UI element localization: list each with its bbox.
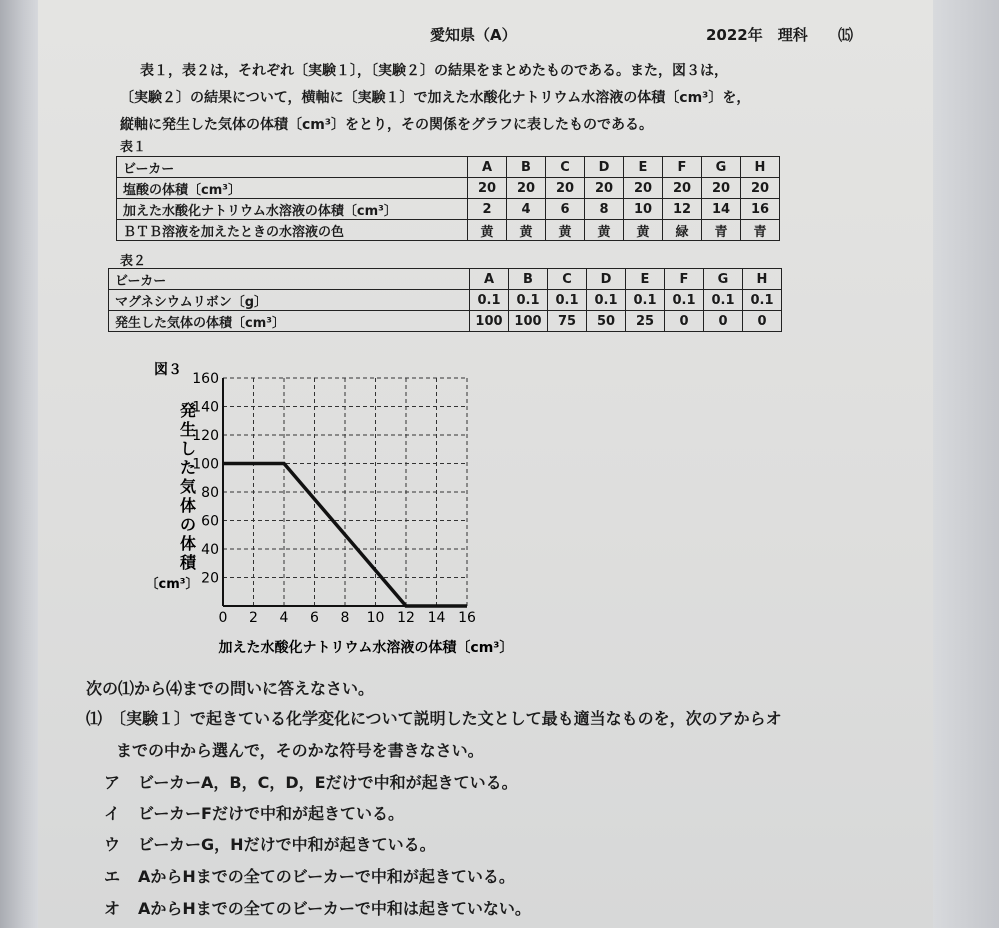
table2-cell: 0.1 [704,290,743,311]
q1-line-2: までの中から選んで，そのかな符号を書きなさい。 [116,741,484,760]
table1-cell: 2 [468,199,507,220]
option-text: AからHまでの全てのビーカーで中和は起きていない。 [138,899,531,918]
option-o [104,896,531,919]
table1-cell: 20 [507,178,546,199]
exam-page [38,0,933,928]
table2-row-label: 発生した気体の体積〔cm³〕 [109,311,470,332]
table1-cell: 黄 [624,220,663,241]
x-tick-label: 0 [218,610,228,626]
table1-cell: 黄 [468,220,507,241]
table1-col: B [507,157,546,178]
y-tick-label: 60 [201,513,219,530]
table2 [108,268,782,332]
figure3-chart [118,360,558,660]
intro-line-1: 表１，表２は，それぞれ〔実験１〕，〔実験２〕の結果をまとめたものである。また，図３は， [140,63,728,79]
x-tick-label: 6 [310,610,319,626]
table2-col: G [704,269,743,290]
table2-col: D [587,269,626,290]
option-i [104,801,404,824]
page-header-prefecture: 愛知県（A） [430,26,517,44]
figure-label: 図３ [154,362,182,378]
table1-header-row [117,157,780,178]
x-tick-label: 2 [249,610,258,626]
y-axis-label-char: 体 [179,534,197,553]
table1-cell: 8 [585,199,624,220]
table2-cell: 0 [665,311,704,332]
x-tick-label: 10 [366,610,385,626]
option-a [104,770,518,793]
table2-col: F [665,269,704,290]
table1-row [117,178,780,199]
option-mark: ウ [104,835,121,854]
table2-col: B [509,269,548,290]
y-axis-label-char: 体 [179,496,197,515]
y-axis-label-char: の [179,515,197,534]
table2-col: C [548,269,587,290]
table1-header-label: ビーカー [117,157,468,178]
table2-cell: 0.1 [509,290,548,311]
y-axis-unit: 〔cm³〕 [145,577,199,592]
table2-row-label: マグネシウムリボン〔g〕 [109,290,470,311]
x-tick-label: 8 [340,610,350,626]
table2-cell: 0 [704,311,743,332]
table1-cell: 青 [702,220,741,241]
page-header-number: ⒂ [838,26,854,44]
x-axis-label: 加えた水酸化ナトリウム水溶液の体積〔cm³〕 [218,640,514,656]
table1-cell: 10 [624,199,663,220]
table1-col: G [702,157,741,178]
table2-row [109,290,782,311]
q1-line-1: ⑴ 〔実験１〕で起きている化学変化について説明した文として最も適当なものを，次のアからオ [86,709,782,728]
table1-col: D [585,157,624,178]
option-text: ビーカーA，B，C，D，Eだけで中和が起きている。 [138,773,518,792]
table2-row [109,311,782,332]
y-axis-label-char: 気 [179,477,197,496]
table2-cell: 0 [743,311,782,332]
x-tick-label: 4 [279,610,289,626]
y-axis-label-char: た [179,458,197,477]
y-tick-label: 80 [201,485,219,501]
y-tick-label: 20 [201,570,219,587]
table1-cell: 20 [468,178,507,199]
table1-cell: 14 [702,199,741,220]
table1-caption: 表１ [120,140,147,155]
table2-cell: 100 [470,311,509,332]
table1-row-label: ＢＴＢ溶液を加えたときの水溶液の色 [117,220,468,241]
table2-cell: 75 [548,311,587,332]
table1-row-label: 塩酸の体積〔cm³〕 [117,178,468,199]
table2-header-row [109,269,782,290]
table1-cell: 20 [741,178,780,199]
x-tick-label: 12 [397,610,415,626]
table2-col: H [743,269,782,290]
x-tick-label: 14 [427,610,446,626]
table2-col: E [626,269,665,290]
y-tick-label: 160 [192,371,219,387]
table1-cell: 20 [663,178,702,199]
table1-row [117,199,780,220]
y-axis-label-char: 積 [179,553,197,572]
table1-col: A [468,157,507,178]
table1-cell: 青 [741,220,780,241]
table2-cell: 25 [626,311,665,332]
option-e [104,864,515,887]
table1-col: F [663,157,702,178]
table2-cell: 0.1 [626,290,665,311]
table1-col: E [624,157,663,178]
y-tick-label: 120 [192,428,219,444]
table1-cell: 黄 [546,220,585,241]
table1-cell: 12 [663,199,702,220]
option-u [104,832,436,855]
table1-col: H [741,157,780,178]
table2-cell: 0.1 [665,290,704,311]
figure3 [118,360,558,660]
intro-line-3: 縦軸に発生した気体の体積〔cm³〕をとり，その関係をグラフに表したものである。 [120,117,654,133]
y-tick-label: 40 [201,542,219,558]
table1-cell: 20 [702,178,741,199]
option-text: ビーカーFだけで中和が起きている。 [138,804,404,823]
table1-cell: 6 [546,199,585,220]
table2-header-label: ビーカー [109,269,470,290]
table1-cell: 黄 [507,220,546,241]
y-axis-label-char: 発 [179,401,197,420]
table1-cell: 黄 [585,220,624,241]
x-tick-label: 16 [458,610,476,626]
option-text: ビーカーG，Hだけで中和が起きている。 [138,835,436,854]
table2-cell: 0.1 [548,290,587,311]
table2-cell: 0.1 [743,290,782,311]
table1-cell: 20 [546,178,585,199]
y-axis-label-char: 生 [179,420,197,439]
table1-cell: 4 [507,199,546,220]
table2-cell: 0.1 [587,290,626,311]
right-page-edge [929,0,999,928]
y-tick-label: 140 [192,399,219,416]
table1-cell: 20 [585,178,624,199]
option-text: AからHまでの全てのビーカーで中和が起きている。 [138,867,515,886]
table1 [116,156,780,241]
table1-cell: 緑 [663,220,702,241]
option-mark: ア [104,773,121,792]
table2-caption: 表２ [120,254,147,269]
page-header-year-subject: 2022年 理科 [706,26,808,44]
option-mark: エ [104,867,121,886]
table2-cell: 50 [587,311,626,332]
left-page-edge [0,0,38,928]
table2-cell: 0.1 [470,290,509,311]
option-mark: オ [104,899,121,918]
table2-cell: 100 [509,311,548,332]
y-axis-label-char: し [179,439,197,458]
table1-cell: 20 [624,178,663,199]
table1-cell: 16 [741,199,780,220]
questions-lead: 次の⑴から⑷までの問いに答えなさい。 [86,679,375,698]
table1-row-label: 加えた水酸化ナトリウム水溶液の体積〔cm³〕 [117,199,468,220]
table1-col: C [546,157,585,178]
option-mark: イ [104,804,121,823]
intro-line-2: 〔実験２〕の結果について，横軸に〔実験１〕で加えた水酸化ナトリウム水溶液の体積〔cm³〕を， [120,90,751,106]
table2-col: A [470,269,509,290]
table1-row [117,220,780,241]
y-tick-label: 100 [192,456,219,473]
